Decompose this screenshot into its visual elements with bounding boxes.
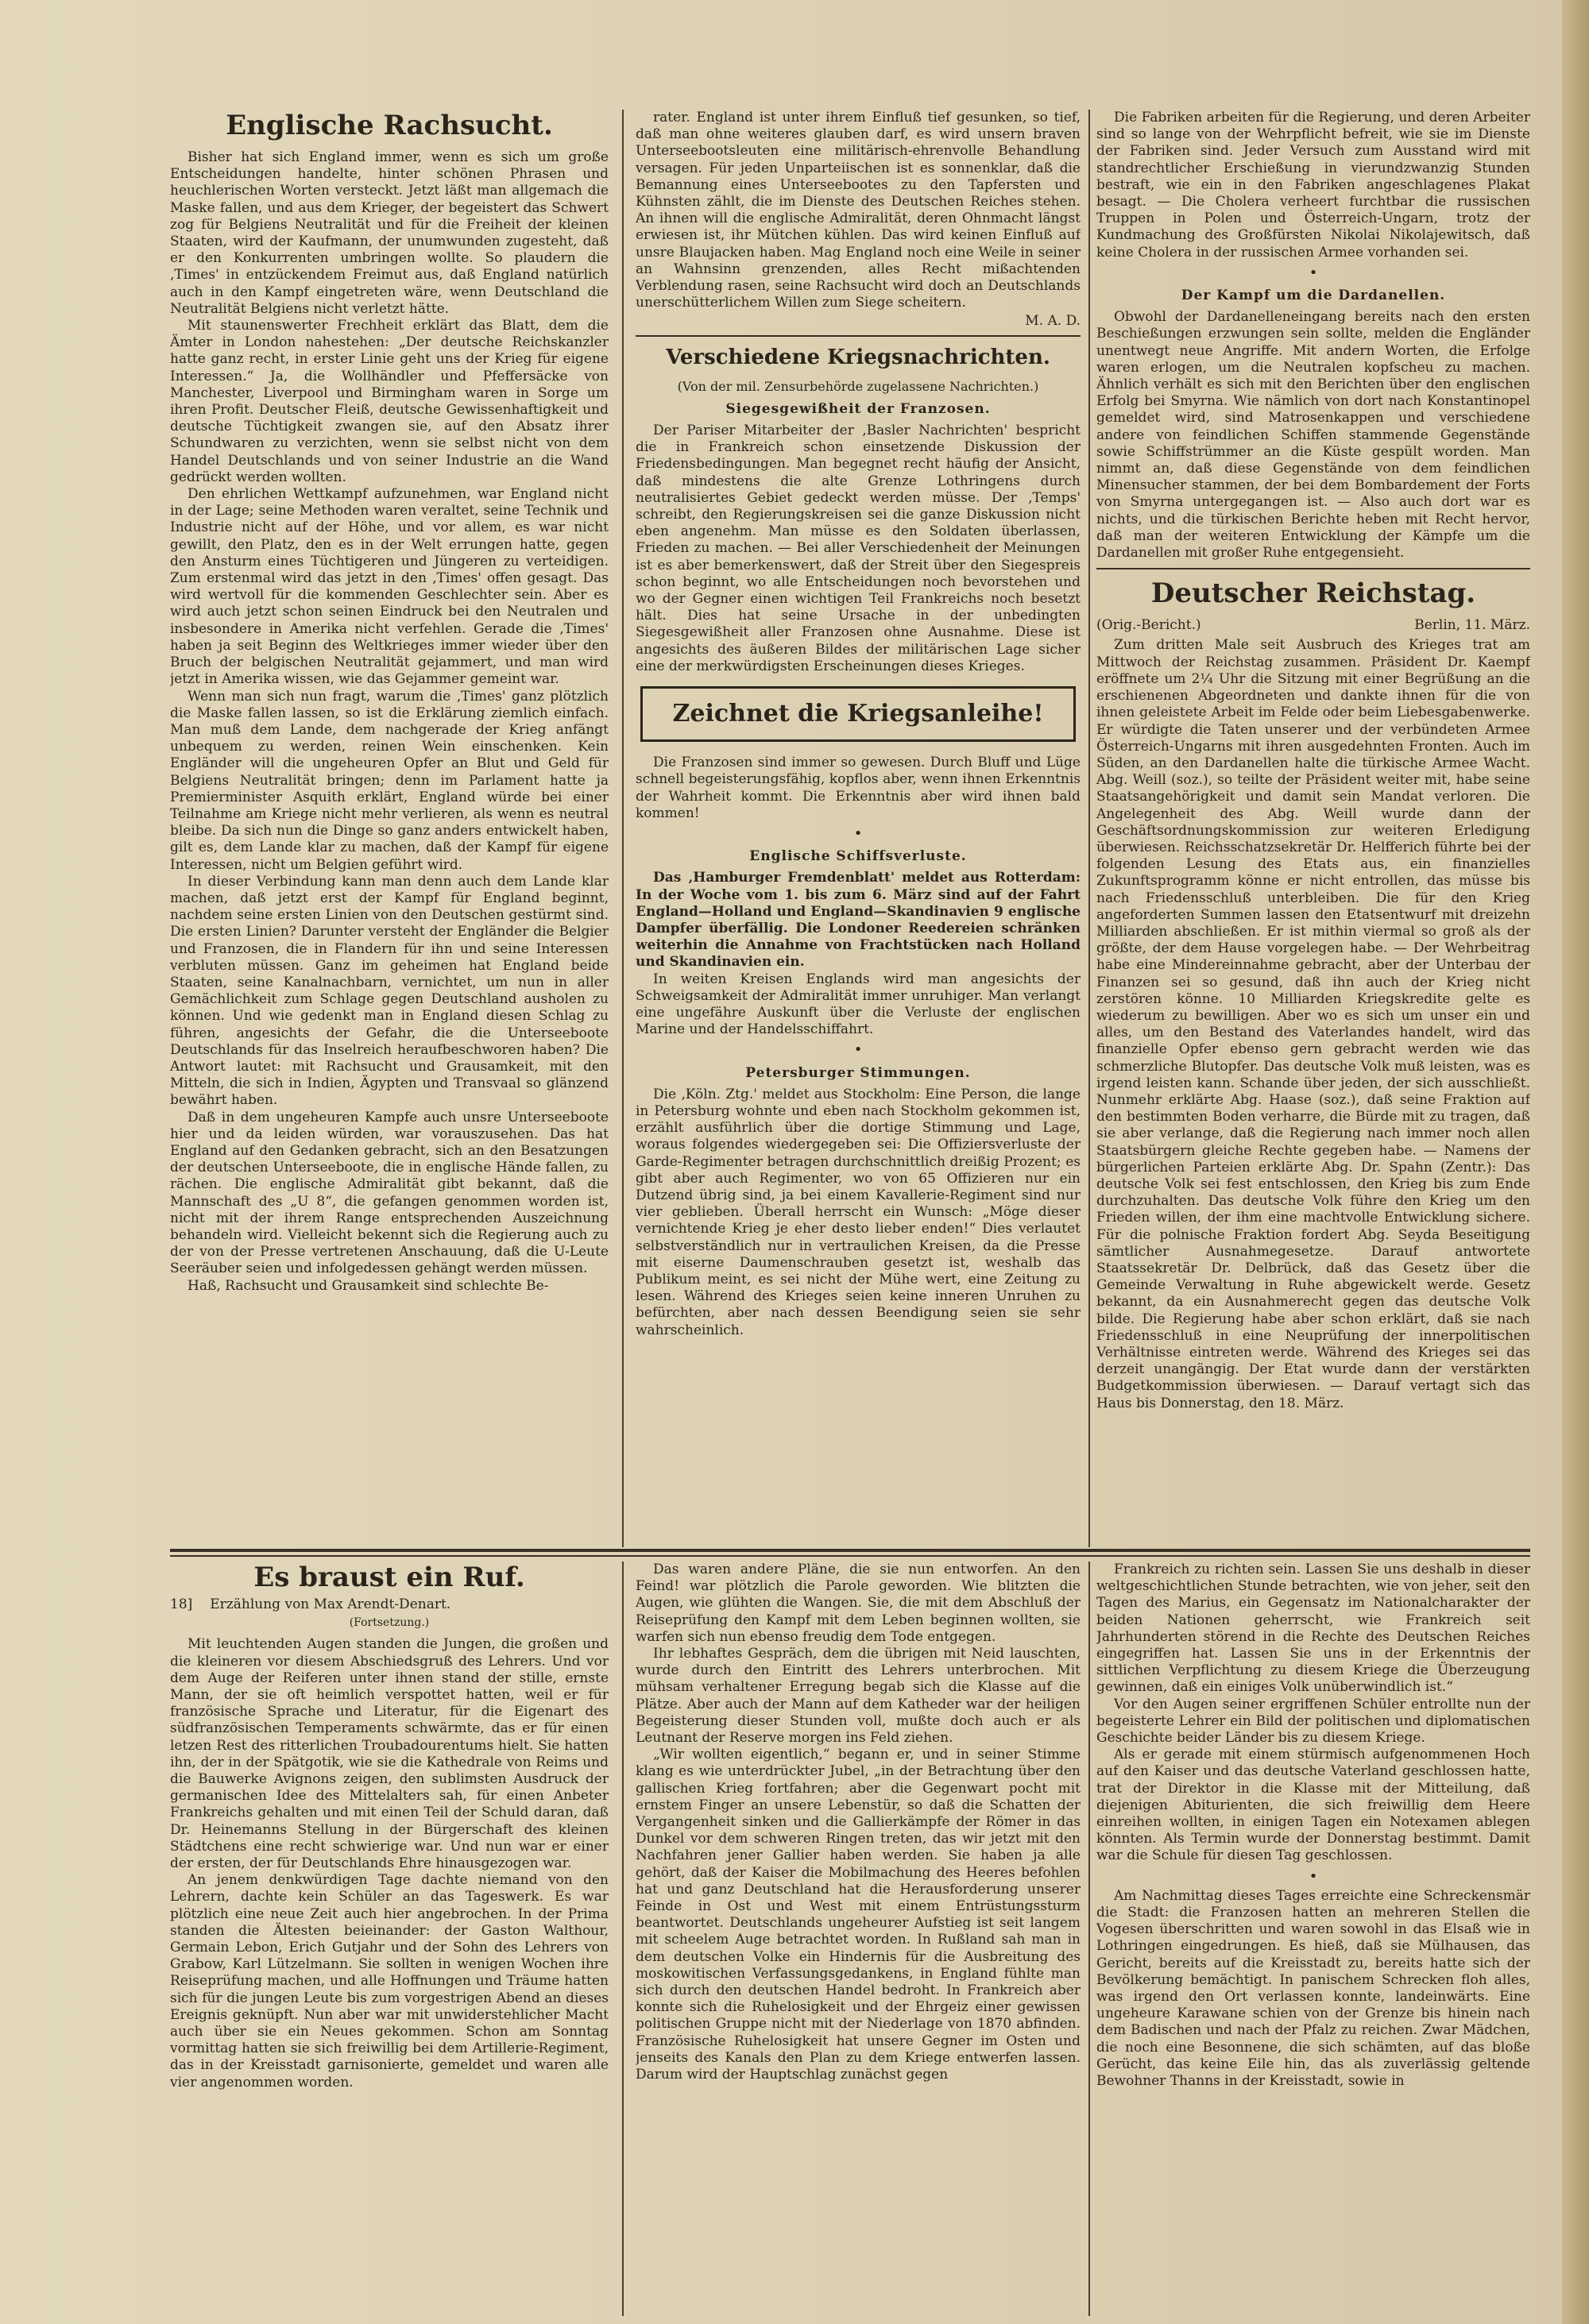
paragraph: Wenn man sich nun fragt, warum die ‚Times' ganz plötzlich die Maske fallen lassen, so ist die Erklärung ziemlich einfach. Man muß dem Lande, dem nachgerade der Krieg anfängt unbequem zu werden, reinen Wein einschenken. Kein Engländer will die ungeheuren Opfer an Blut und Geld für Belgiens Neutralität bringen; denn im Parlament hatte ja Premierminister Asquith erklärt, England würde bei einer Teilnahme am Kriege nicht mehr verlieren, als wenn es neutral bleibe. Da sich nun die Dinge so ganz anders entwickelt haben, gilt es, dem Lande klar zu machen, daß der Kampf für eigene Interessen, nicht um Belgien geführt wird. xyxy=(170,688,609,873)
paragraph: Zum dritten Male seit Ausbruch des Krieges trat am Mittwoch der Reichstag zusammen. Präsident Dr. Kaempf eröffnete um 2¼ Uhr die Sitzung mit einer Begrüßung an die erschienenen Abgeordneten und dankte ihnen für die von ihnen geleistete Arbeit im Felde oder beim Liebesgabenwerke. Er würdigte die Taten unserer und der verbündeten Armee Österreich-Ungarns mit ihren ausgedehnten Fronten. Auch im Süden, an den Dardanellen halte die türkische Armee Wacht. Abg. Weill (soz.), so teilte der Präsident weiter mit, habe seine Staatsangehörigkeit und damit sein Mandat verloren. Die Angelegenheit des Abg. Weill wurde dann der Geschäftsordnungskommission zur weiteren Erledigung überwiesen. Reichsschatzsekretär Dr. Helfferich führte bei der folgenden Lesung des Etats aus, ein finanzielles Zukunftsprogramm könne er nicht entrollen, das müsse bis nach Friedensschluß unterbleiben. Die für den Krieg angeforderten Summen lassen den Etatsentwurf mit dreizehn Milliarden abschließen. Er ist mithin viermal so groß als der größte, der dem Hause vorgelegen habe. — Der Wehrbeitrag habe eine Mindereinnahme gebracht, aber der Unterbau der Finanzen sei so gesund, daß ihn auch der Krieg nicht zerstören könne. 10 Milliarden Kriegskredite gelte es wiederum zu bewilligen. Aber wo es sich um unser ein und alles, um den Bestand des Vaterlandes handelt, wird das finanzielle Opfer ebenso gern gebracht werden wie das schmerzliche Blutopfer. Das deutsche Volk muß leisten, was es irgend leisten kann. Schande über jeden, der sich ausschließt. Nunmehr erklärte Abg. Haase (soz.), daß seine Fraktion auf den bestimmten Boden verharre, die Bürde mit zu tragen, daß sie aber verlange, daß die Regierung nach immer noch allen Staatsbürgern gleiche Rechte gegeben habe. — Namens der bürgerlichen Parteien erklärte Abg. Dr. Spahn (Zentr.): Das deutsche Volk sei fest entschlossen, den Krieg bis zum Ende durchzuhalten. Das deutsche Volk führe den Krieg um den Frieden willen, der ihm eine machtvolle Entwicklung sichere. Für die polnische Fraktion fordert Abg. Seyda Beseitigung sämtlicher Ausnahmegesetze. Darauf antwortete Staatssekretär Dr. Delbrück, daß das Gesetz über die Gemeinde Verwaltung in Ruhe abgewickelt werde. Gesetz bekannt, da ein Ausnahmerecht gegen das deutsche Volk bilde. Die Regierung habe aber schon erklärt, daß sie nach Friedensschluß in eine Neuprüfung der innerpolitischen Verhältnisse eintreten werde. Während des Krieges sei das derzeit unangängig. Der Etat wurde dann der verstärkten Budgetkommission überwiesen. — Darauf vertagt sich das Haus bis Donnerstag, den 18. März. xyxy=(1096,637,1530,1411)
column-divider xyxy=(622,1562,624,2316)
feuilleton-column-2 xyxy=(636,1562,1081,2324)
feuilleton-divider xyxy=(170,1549,1530,1552)
serial-byline: Erzählung von Max Arendt-Denart. xyxy=(210,1596,451,1612)
paragraph: Als er gerade mit einem stürmisch aufgenommenen Hoch auf den Kaiser und das deutsche Vaterland geschlossen hatte, trat der Direktor in die Klasse mit der Mitteilung, daß diejenigen Abiturienten, die sich freiwillig dem Heere einreihen wollten, in einigen Tagen ein Notexamen ablegen könnten. Als Termin wurde der Donnerstag bestimmt. Damit war die Schule für diesen Tag geschlossen. xyxy=(1096,1747,1530,1864)
paragraph: Die Franzosen sind immer so gewesen. Durch Bluff und Lüge schnell begeisterungsfähig, kopflos aber, wenn ihnen Erkenntnis der Wahrheit kommt. Die Erkenntnis aber wird ihnen bald kommen! xyxy=(636,755,1081,821)
separator-dot: • xyxy=(1309,264,1318,281)
section-divider xyxy=(636,335,1081,337)
subheading: Siegesgewißheit der Franzosen. xyxy=(725,400,991,417)
dateline xyxy=(1096,617,1530,634)
continuation-note: (Fortsetzung.) xyxy=(349,1616,430,1630)
separator-dot: • xyxy=(1309,1867,1318,1885)
paragraph: An jenem denkwürdigen Tage dachte niemand von den Lehrern, dachte kein Schüler an das Tageswerk. Es war plötzlich eine neue Zeit auch hier angebrochen. In der Prima standen die Ältesten beieinander: der Gaston Walthour, Germain Lebon, Erich Gutjahr und der Sohn des Lehrers von Grabow, Karl Lützelmann. Sie sollten in wenigen Wochen ihre Reiseprüfung machen, und alle Hoffnungen und Träume hatten sich für die jungen Leute bis zum vorgestrigen Abend an dieses Ereignis geknüpft. Nun aber war mit unwiderstehlicher Macht auch über sie ein Neues gekommen. Schon am Sonntag vormittag hatten sie sich freiwillig bei dem Artillerie-Regiment, das in der Kreisstadt garnisonierte, gemeldet und waren alle vier angenommen worden. xyxy=(170,1872,609,2090)
feuilleton-title: Es braust ein Ruf. xyxy=(253,1562,525,1593)
paragraph: Mit staunenswerter Frechheit erklärt das Blatt, dem die Ämter in London nahestehen: „Der deutsche Reichskanzler hatte ganz recht, in erster Linie geht uns der Krieg für eigene Interessen.“ Ja, die Wollhändler und Pfeffersäcke von Manchester, Liverpool und Birmingham waren in Sorge um ihren Profit. Deutscher Fleiß, deutsche Gewissenhaftigkeit und deutsche Tüchtigkeit zwangen sie, auf den Absatz ihrer Schundwaren zu verzichten, wenn sie selbst nicht von dem Handel Deutschlands und von seiner Industrie an die Wand gedrückt werden wollten. xyxy=(170,318,609,485)
dateline-source: (Orig.-Bericht.) xyxy=(1096,617,1201,634)
subheading: Englische Schiffsverluste. xyxy=(749,848,967,865)
paragraph: Den ehrlichen Wettkampf aufzunehmen, war England nicht in der Lage; seine Methoden waren veraltet, seine Technik und Industrie nicht auf der Höhe, und vor allem, es war nicht gewillt, den Platz, den es in der Welt errungen hatte, gegen den Ansturm eines Tüchtigeren und Jüngeren zu verteidigen. Zum erstenmal wird das jetzt in den ‚Times' offen gesagt. Das wird wertvoll für die kommenden Geschlechter sein. Aber es wird auch jetzt schon seinen Eindruck bei den Neutralen und insbesondere in Amerika nicht verfehlen. Gerade die ‚Times' haben ja seit Beginn des Weltkrieges immer wieder über den Bruch der belgischen Neutralität gejammert, und man wird jetzt in Amerika wissen, wie das Gejammer gemeint war. xyxy=(170,486,609,688)
section-divider xyxy=(1096,568,1530,569)
section-title: Verschiedene Kriegsnachrichten. xyxy=(666,345,1050,369)
paragraph: Die ‚Köln. Ztg.' meldet aus Stockholm: Eine Person, die lange in Petersburg wohnte und eben nach Stockholm gekommen ist, erzählt ausführlich über die dortige Stimmung und Lage, woraus folgendes wiedergegeben sei: Die Offiziersverluste der Garde-Regimenter betragen durchschnittlich dreißig Prozent; es gibt aber auch Regimenter, wo von 65 Offizieren nur ein Dutzend übrig sind, ja bei einem Kavallerie-Regiment sind nur vier geblieben. Überall herrscht ein Wunsch: „Möge dieser vernichtende Krieg je eher desto lieber enden!“ Dies verlautet selbstverständlich nur in vertraulichen Kreisen, da die Presse mit eiserne Daumenschrauben gesetzt ist, weshalb das Publikum meint, es sei nicht der Mühe wert, eine Zeitung zu lesen. Während des Krieges seien keine inneren Unruhen zu befürchten, aber nach dessen Beendigung seien sie sehr wahrscheinlich. xyxy=(636,1086,1081,1338)
article-title: Englische Rachsucht. xyxy=(226,110,553,141)
subheading: Petersburger Stimmungen. xyxy=(745,1064,971,1081)
paragraph: Das waren andere Pläne, die sie nun entworfen. An den Feind! war plötzlich die Parole geworden. Wie blitzten die Augen, wie glühten die Wangen. Sie, die mit dem Abschluß der Reiseprüfung den Kampf mit dem Leben beginnen wollten, sie warfen sich nun ebenso freudig dem Tode entgegen. xyxy=(636,1562,1081,1645)
feuilleton-column-1 xyxy=(170,1562,609,2324)
war-bond-notice: Zeichnet die Kriegsanleihe! xyxy=(640,686,1076,742)
paragraph: Die Fabriken arbeiten für die Regierung, und deren Arbeiter sind so lange von der Wehrpflicht befreit, wie sie im Dienste der Fabriken sind. Jeder Versuch zum Ausstand wird mit standrechtlicher Erschießung in vierundzwanzig Stunden bestraft, wie ein in den Fabriken angeschlagenes Plakat besagt. — Die Cholera verheert furchtbar die russischen Truppen in Polen und Österreich-Ungarn, trotz der Kundmachung des Großfürsten Nikolai Nikolajewitsch, daß keine Cholera in der russischen Armee vorhanden sei. xyxy=(1096,110,1530,261)
column-englische-rachsucht xyxy=(170,110,609,1544)
separator-dot: • xyxy=(853,1041,863,1059)
column-divider xyxy=(1088,1562,1090,2316)
column-divider xyxy=(1088,110,1090,1547)
censor-note: (Von der mil. Zensurbehörde zugelassene Nachrichten.) xyxy=(677,378,1039,394)
paragraph: Ihr lebhaftes Gespräch, dem die übrigen mit Neid lauschten, wurde durch den Eintritt des Lehrers unterbrochen. Mit mühsam verhaltener Erregung begab sich die Klasse auf die Plätze. Aber auch der Mann auf dem Katheder war der heiligen Begeisterung dieser Stunden voll, mußte doch auch er als Leutnant der Reserve morgen ins Feld ziehen. xyxy=(636,1646,1081,1747)
dateline-place-date: Berlin, 11. März. xyxy=(1414,617,1530,634)
paragraph: Daß in dem ungeheuren Kampfe auch unsre Unterseeboote hier und da leiden würden, war vorauszusehen. Das hat England auf den Gedanken gebracht, sich an den Besatzungen der deutschen Unterseeboote, die in englische Hände fallen, zu rächen. Die englische Admiralität gibt bekannt, daß die Mannschaft des „U 8“, die gefangen genommen worden ist, nicht mit der ihrem Range entsprechenden Auszeichnung behandeln wird. Vielleicht bekennt sich die Regierung auch zu der von der Presse vertretenen Anschauung, daß die U-Leute Seeräuber seien und infolgedessen gehängt werden müssen. xyxy=(170,1109,609,1277)
section-title: Deutscher Reichstag. xyxy=(1150,577,1476,610)
page-edge-shadow xyxy=(1562,0,1589,2324)
feuilleton-column-3 xyxy=(1096,1562,1530,2324)
separator-dot: • xyxy=(853,824,863,842)
paragraph: „Wir wollten eigentlich,“ begann er, und in seiner Stimme klang es wie unterdrückter Jubel, „in der Betrachtung über den gallischen Krieg fortfahren; aber die Gegenwart pocht mit ernstem Finger an unsere Lebenstür, so daß die Schatten der Vergangenheit sinken und die Gallierkämpfe der Römer in das Dunkel vor dem schweren Ringen treten, das wir jetzt mit den Nachfahren jener Gallier haben werden. Sie haben ja alle gehört, daß der Kaiser die Mobilmachung des Heeres befohlen hat und ganz Deutschland hat die Herausforderung unserer Feinde in Ost und West mit einem Entrüstungssturm beantwortet. Deutschlands ungeheurer Aufstieg ist seit langem mit scheelem Auge betrachtet worden. In Rußland sah man in dem deutschen Volke ein Hindernis für die Ausbreitung des moskowitischen Verfassungsgedankens, in England fühlte man sich durch den deutschen Handel bedroht. In Frankreich aber konnte sich die Ruhelosigkeit und der Ehrgeiz einer gewissen politischen Gruppe nicht mit der Niederlage von 1870 abfinden. Französische Ruhelosigkeit hat unsere Gegner im Osten und jenseits des Kanals den Plan zu dem Kriege entwerfen lassen. Darum wird der Hauptschlag zunächst gegen xyxy=(636,1747,1081,2083)
paragraph: Am Nachmittag dieses Tages erreichte eine Schreckensmär die Stadt: die Franzosen hatten an mehreren Stellen die Vogesen überschritten und waren sowohl in das Elsaß wie in Lothringen eingedrungen. Es hieß, daß sie Mülhausen, das Gericht, bereits auf die Kreisstadt zu, bereits hatte sich der Bevölkerung bemächtigt. In panischem Schrecken floh alles, was irgend den Ort verlassen konnte, landeinwärts. Eine ungeheure Karawane schien von der Grenze bis hinein nach dem Badischen und nach der Pfalz zu reichen. Zwar Mädchen, die noch eine Besonnene, die sich schämten, auf das bloße Gerücht, das keine Eile hin, das als zuverlässig geltende Bewohner Thanns in der Kreisstadt, sowie in xyxy=(1096,1887,1530,2090)
paragraph: Frankreich zu richten sein. Lassen Sie uns deshalb in dieser weltgeschichtlichen Stunde betrachten, wie von jeher, seit den Tagen des Marius, ein Gegensatz im Nationalcharakter der beiden Nationen geherrscht, wie Frankreich seit Jahrhunderten störend in die Rechte des Deutschen Reiches eingegriffen hat. Lassen Sie uns in der Erkenntnis der sittlichen Verpflichtung zu diesem Kriege die Überzeugung gewinnen, daß ein einiges Volk unüberwindlich ist.“ xyxy=(1096,1562,1530,1696)
paragraph: Obwohl der Dardanelleneingang bereits nach den ersten Beschießungen erzwungen sein sollte, melden die Engländer unentwegt neue Angriffe. Mit andern Worten, die Erfolge waren erlogen, um die Neutralen kopfscheu zu machen. Ähnlich verhält es sich mit den Berichten über den englischen Erfolg bei Smyrna. Wie nämlich von dort nach Konstantinopel gemeldet wird, sind Matrosenkappen und verschiedene andere von feindlichen Schiffen stammende Gegenstände sowie Schiffstrümmer an die Küste gespült worden. Man nimmt an, daß diese Gegenstände von dem feindlichen Minensucher stammen, der bei dem Bombardement der Forts von Smyrna untergegangen ist. — Also auch dort war es nichts, und die türkischen Berichte heben mit Recht hervor, daß man der weiteren Entwicklung der Kämpfe um die Dardanellen mit großer Ruhe entgegensieht. xyxy=(1096,309,1530,562)
column-kriegsnachrichten xyxy=(636,110,1081,1544)
author-signature: M. A. D. xyxy=(1025,313,1081,330)
subheading: Der Kampf um die Dardanellen. xyxy=(1181,288,1446,304)
paragraph: Haß, Rachsucht und Grausamkeit sind schlechte Be- xyxy=(188,1277,549,1294)
serial-header xyxy=(170,1596,609,1613)
paragraph: Der Pariser Mitarbeiter der ‚Basler Nachrichten' bespricht die in Frankreich schon einsetzende Diskussion der Friedensbedingungen. Man begegnet recht häufig der Ansicht, daß mindestens die alte Grenze Lothringens durch neutralisiertes Gebiet gedeckt werden müsse. Der ‚Temps' schreibt, den Regierungskreisen sei die ganze Diskussion nicht eben angenehm. Man müsse es den Soldaten überlassen, Frieden zu machen. — Bei aller Verschiedenheit der Meinungen ist es aber bemerkenswert, daß der Streit über den Siegespreis schon beginnt, wo alle Entscheidungen noch bevorstehen und wo der Gegner einen wichtigen Teil Frankreichs noch besetzt hält. Dies hat seine Ursache in der unbedingten Siegesgewißheit aller Franzosen ohne Ausnahme. Diese ist angesichts des äußeren Bildes der militärischen Lage sicher eine der merkwürdigsten Erscheinungen dieses Krieges. xyxy=(636,423,1081,674)
column-divider xyxy=(622,110,624,1547)
paragraph: In dieser Verbindung kann man denn auch dem Lande klar machen, daß jetzt erst der Kampf für England beginnt, nachdem seine ersten Linien von den Deutschen gestürmt sind. Die ersten Linien? Darunter versteht der Engländer die Belgier und Franzosen, die in Flandern für ihn und seine Interessen verbluten müssen. Ganz im geheimen hat England beide Staaten, seine Kanalnachbarn, vernichtet, um nun in aller Gemächlichkeit zum Schlage gegen Deutschland ausholen zu können. Und wie gedenkt man in England diesen Schlag zu führen, angesichts der Gefahr, die die Unterseeboote Deutschlands für das Inselreich heraufbeschworen haben? Die Antwort lautet: mit Rachsucht und Grausamkeit, mit den Mitteln, die sich in Indien, Ägypten und Transvaal so glänzend bewährt haben. xyxy=(170,873,609,1109)
paragraph-bold: Das ‚Hamburger Fremdenblatt' meldet aus Rotterdam: In der Woche vom 1. bis zum 6. März sind auf der Fahrt England—Holland und England—Skandinavien 9 englische Dampfer überfällig. Die Londoner Reedereien schränken weiterhin die Annahme von Frachtstücken nach Holland und Skandinavien ein. xyxy=(636,870,1081,971)
paragraph: Bisher hat sich England immer, wenn es sich um große Entscheidungen handelte, hinter schönen Phrasen und heuchlerischen Worten versteckt. Jetzt läßt man allgemach die Maske fallen, und aus dem Krieger, der begeistert das Schwert zog für Belgiens Neutralität und für die Freiheit der kleinen Staaten, wird der Kaufmann, der unumwunden zugesteht, daß er den Konkurrenten umbringen wollte. So plaudern die ‚Times' in entzückendem Freimut aus, daß England natürlich auch in den Kampf eingetreten wäre, wenn Deutschland die Neutralität Belgiens nicht verletzt hätte. xyxy=(170,149,609,317)
paragraph: Vor den Augen seiner ergriffenen Schüler entrollte nun der begeisterte Lehrer ein Bild der politischen und diplomatischen Geschichte beider Länder bis zu diesem Kriege. xyxy=(1096,1696,1530,1747)
paragraph: rater. England ist unter ihrem Einfluß tief gesunken, so tief, daß man ohne weiteres glauben darf, es wird unsern braven Unterseebootsleuten eine militärisch-ehrenvolle Behandlung versagen. Für jeden Unparteiischen ist es sonnenklar, daß die Bemannung eines Unterseebootes zu den Tapfersten und Kühnsten zählt, die im Dienste des Deutschen Reiches stehen. An ihnen will die englische Admiralität, deren Ohnmacht längst erwiesen ist, ihr Mütchen kühlen. Das wird keinen Einfluß auf unsre Blaujacken haben. Mag England noch eine Weile in seiner an Wahnsinn grenzenden, alles Recht mißachtenden Verblendung rasen, seine Rachsucht wird doch an Deutschlands unerschütterlichem Willen zum Siege scheitern. xyxy=(636,110,1081,311)
serial-number: 18] xyxy=(170,1596,193,1612)
column-reichstag xyxy=(1096,110,1530,1544)
paragraph: In weiten Kreisen Englands wird man angesichts der Schweigsamkeit der Admiralität immer unruhiger. Man verlangt eine ungefähre Auskunft über die Verluste der englischen Marine und der Handelsschiffahrt. xyxy=(636,971,1081,1038)
paragraph: Mit leuchtenden Augen standen die Jungen, die großen und die kleineren vor diesem Abschiedsgruß des Lehrers. Und vor dem Auge der Reiferen unter ihnen stand der stille, ernste Mann, der sie oft heimlich verspottet hatten, weil er für französische Sprache und Literatur, für die Eigenart des südfranzösischen Temperaments schwärmte, das er für einen letzen Rest des ritterlichen Troubadourentums hielt. Sie hatten ihn, der in der Spätgotik, wie sie die Kathedrale von Reims und die Bauwerke Avignons zeigen, den sublimsten Ausdruck der germanischen Idee des Mittelalters sah, für einen Anbeter Frankreichs gehalten und mit einen Teil der Schuld daran, daß Dr. Heinemanns Stellung in der Bürgerschaft des kleinen Städtchens eine recht schwierige war. Und nun war er einer der ersten, der für Deutschlands Ehre hinausgezogen war. xyxy=(170,1636,609,1872)
feuilleton-divider-thin xyxy=(170,1555,1530,1557)
